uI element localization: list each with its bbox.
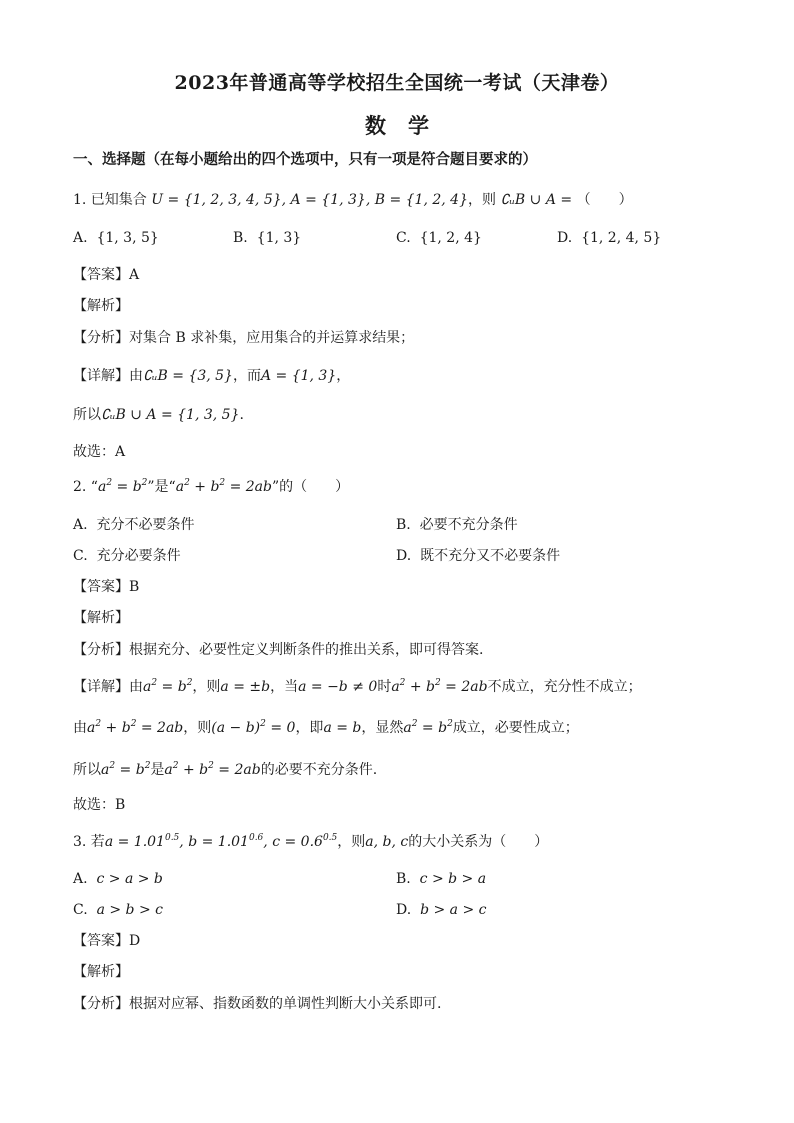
q2-detail-2: 由$a^2 + b^2 = 2ab$，则$(a - b)^2 = 0$，即a = b，显然$a^2 = b^2$成立，必要性成立； (73, 719, 579, 736)
q1-option-c: C. {1, 2, 4} (396, 230, 482, 246)
q1-detail-1: 【详解】由∁ᵤB = {3, 5}，而A = {1, 3}， (73, 368, 351, 384)
q1-option-d: D. {1, 2, 4, 5} (557, 230, 662, 246)
q3-answer: 【答案】D (73, 933, 141, 949)
q3-option-c: C. a > b > c (73, 902, 163, 918)
q2-option-b: B. 必要不充分条件 (396, 517, 518, 533)
q3-stem: 3. 若$a = 1.01^{0.5}$, $b = 1.01^{0.6}$, $c = 0.6^{0.5}$，则a, b, c的大小关系为（ ） (73, 833, 549, 850)
q2-detail-3: 所以$a^2 = b^2$是$a^2 + b^2 = 2ab$的必要不充分条件. (73, 761, 378, 778)
q1-answer: 【答案】A (73, 267, 140, 283)
subject-heading: 数学 (365, 113, 451, 138)
q1-option-a: A. {1, 3, 5} (73, 230, 159, 246)
q2-detail-1: 【详解】由$a^2 = b^2$，则a = ±b，当a = −b ≠ 0时$a^2 + b^2 = 2ab$不成立，充分性不成立； (73, 678, 642, 695)
q2-option-d: D. 既不充分又不必要条件 (396, 548, 561, 564)
q2-stem: 2. “$a^2 = b^2$”是“$a^2 + b^2 = 2ab$”的（ ） (73, 478, 350, 495)
q2-choice: 故选：B (73, 797, 126, 813)
q3-option-d: D. b > a > c (396, 902, 487, 918)
q3-fenxi: 【分析】根据对应幂、指数函数的单调性判断大小关系即可. (73, 996, 442, 1012)
q3-option-a: A. c > a > b (73, 871, 163, 887)
q1-prefix: 1. 已知集合 (73, 192, 147, 208)
q1-stem (73, 190, 754, 210)
q3-option-b: B. c > b > a (396, 871, 487, 887)
q1-mid: ，则 (467, 192, 496, 208)
q1-option-b: B. {1, 3} (233, 230, 302, 246)
exam-title: 2023年普通高等学校招生全国统一考试（天津卷） (174, 72, 620, 94)
q2-analysis-tag: 【解析】 (73, 610, 129, 626)
q3-analysis-tag: 【解析】 (73, 964, 129, 980)
section-heading: 一、选择题（在每小题给出的四个选项中，只有一项是符合题目要求的） (73, 151, 537, 168)
q1-fenxi: 【分析】对集合 B 求补集，应用集合的并运算求结果； (73, 330, 415, 346)
q1-blank: （ ） (576, 192, 633, 208)
q1-expr: ∁ᵤB ∪ A = (500, 192, 573, 208)
q1-detail-2: 所以∁ᵤB ∪ A = {1, 3, 5}. (73, 407, 244, 423)
q2-option-c: C. 充分必要条件 (73, 548, 181, 564)
q2-fenxi: 【分析】根据充分、必要性定义判断条件的推出关系，即可得答案. (73, 642, 484, 658)
q1-sets: U = {1, 2, 3, 4, 5}, A = {1, 3}, B = {1, 2, 4} (151, 192, 468, 208)
q1-choice: 故选：A (73, 444, 126, 460)
q2-option-a: A. 充分不必要条件 (73, 517, 195, 533)
q1-analysis-tag: 【解析】 (73, 298, 129, 314)
q2-answer: 【答案】B (73, 579, 140, 595)
